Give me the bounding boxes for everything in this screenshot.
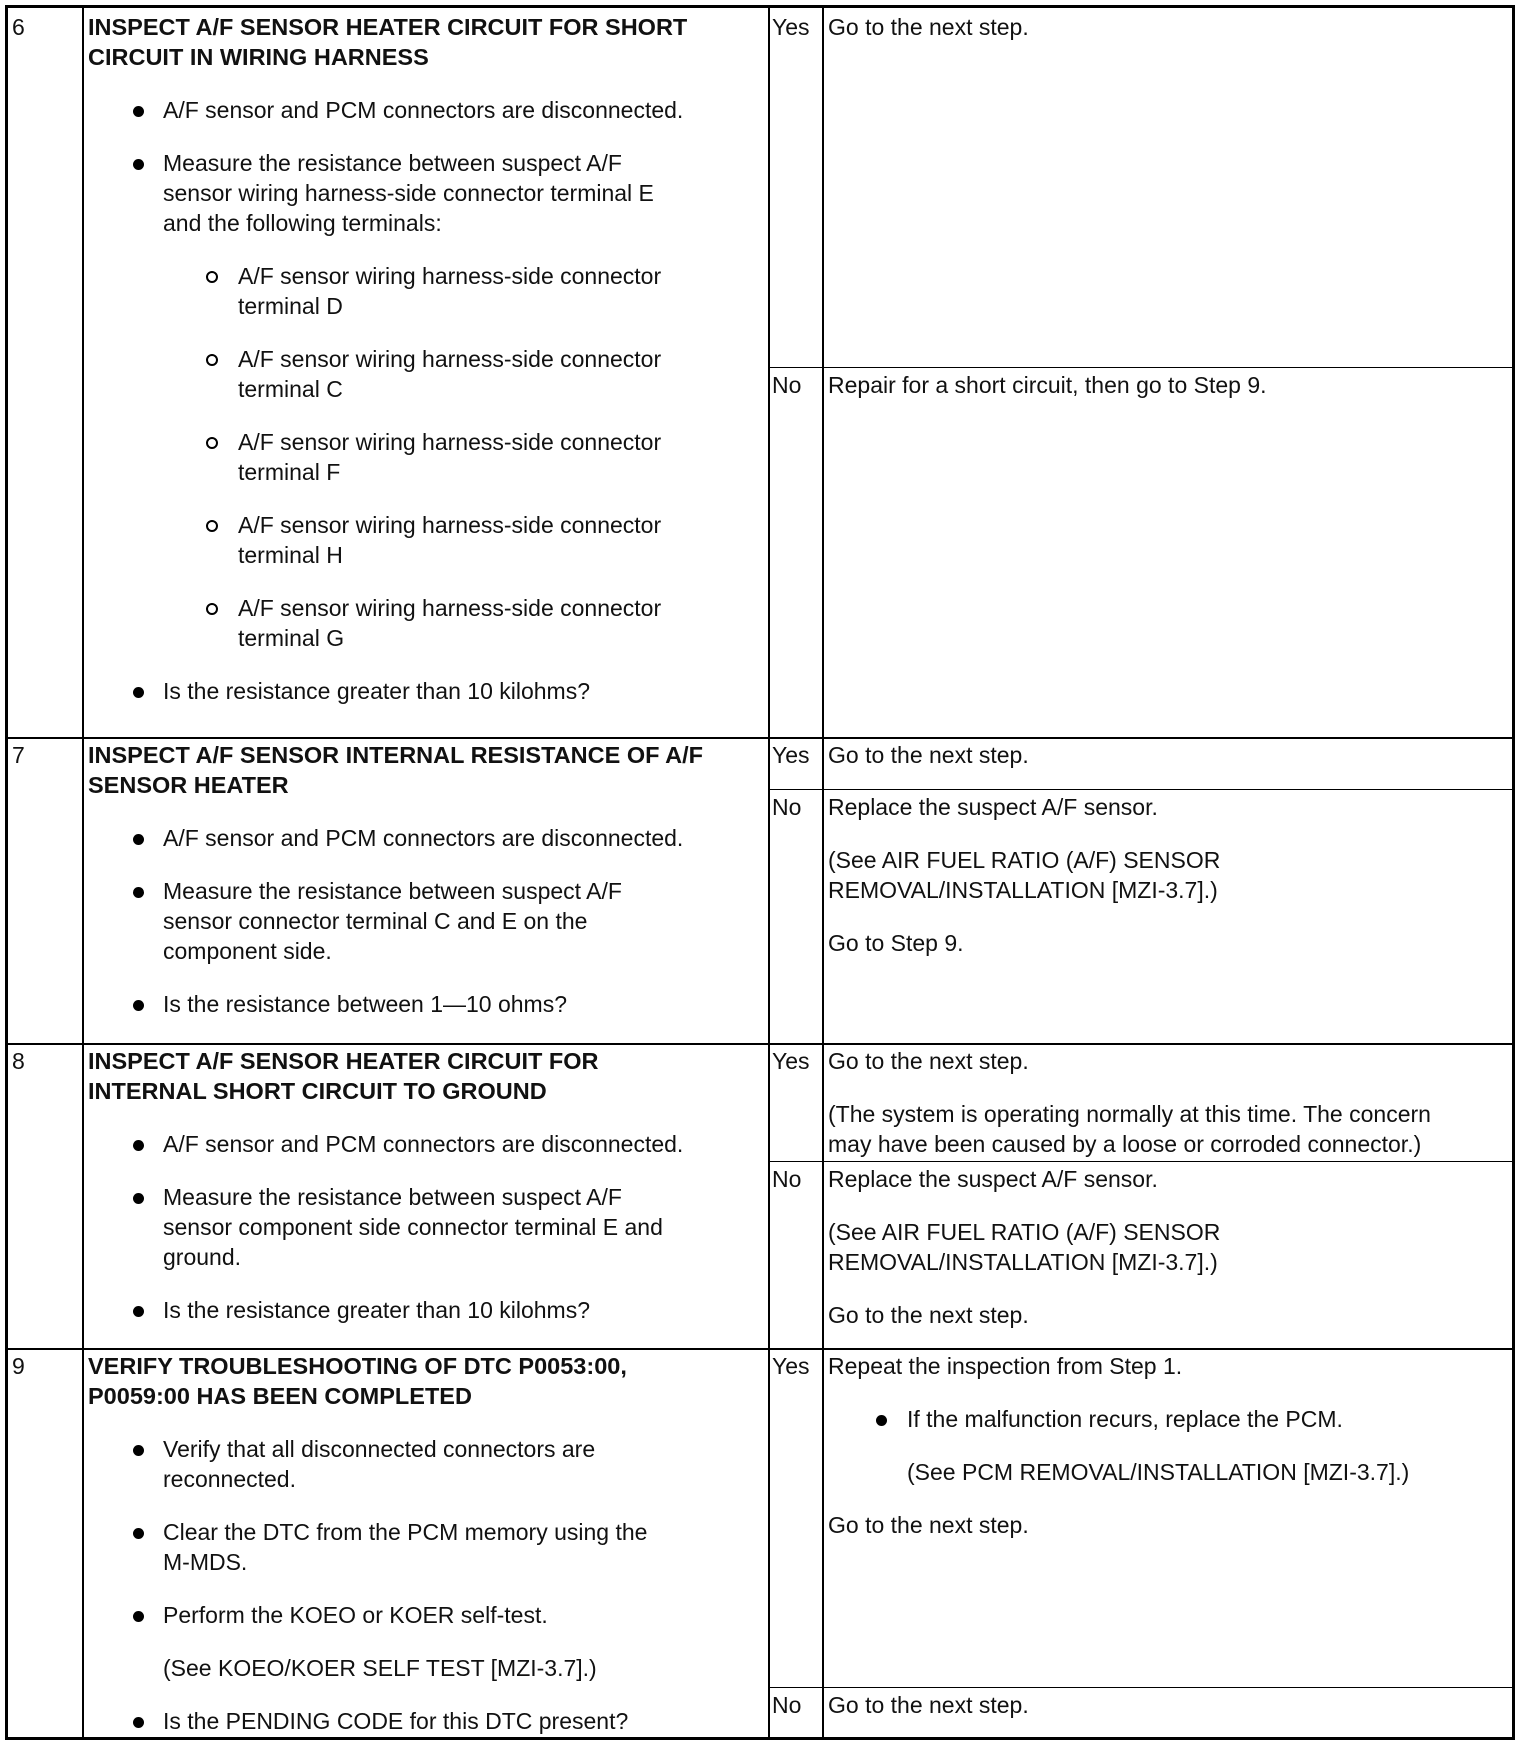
check-item-text: reconnected. — [163, 1466, 296, 1492]
result-text: Go to the next step. — [828, 1512, 1029, 1538]
result-text: REMOVAL/INSTALLATION [MZI-3.7].) — [828, 877, 1218, 903]
step-title: SENSOR HEATER — [88, 772, 289, 798]
circle-bullet-icon — [206, 437, 218, 449]
step-number: 8 — [12, 1048, 25, 1074]
sub-item-text: A/F sensor wiring harness-side connector — [238, 263, 662, 289]
result-text: Replace the suspect A/F sensor. — [828, 794, 1158, 820]
check-item-text: Perform the KOEO or KOER self-test. — [163, 1602, 548, 1628]
bullet-icon — [133, 159, 144, 170]
step-title: VERIFY TROUBLESHOOTING OF DTC P0053:00, — [88, 1353, 627, 1379]
check-item-text: and the following terminals: — [163, 210, 442, 236]
column-divider-action — [822, 8, 824, 1740]
sub-item-text: A/F sensor wiring harness-side connector — [238, 512, 662, 538]
check-item-text: Verify that all disconnected connectors are — [163, 1436, 596, 1462]
check-item-text: Clear the DTC from the PCM memory using the — [163, 1519, 648, 1545]
sub-item-text: A/F sensor wiring harness-side connector — [238, 429, 662, 455]
result-text: Replace the suspect A/F sensor. — [828, 1166, 1158, 1192]
bullet-icon — [133, 1611, 144, 1622]
result-text: Go to the next step. — [828, 1302, 1029, 1328]
check-item-text: component side. — [163, 938, 332, 964]
column-divider-result — [768, 8, 770, 1740]
result-text: Go to the next step. — [828, 14, 1029, 40]
bullet-icon — [133, 1717, 144, 1728]
result-text: If the malfunction recurs, replace the PCM. — [907, 1406, 1343, 1432]
result-text: may have been caused by a loose or corroded connector.) — [828, 1131, 1422, 1157]
step-title: INSPECT A/F SENSOR HEATER CIRCUIT FOR SHORT — [88, 14, 688, 40]
circle-bullet-icon — [206, 354, 218, 366]
step-number: 7 — [12, 742, 25, 768]
check-item-text: Measure the resistance between suspect A/F — [163, 878, 622, 904]
circle-bullet-icon — [206, 603, 218, 615]
check-item-text: ground. — [163, 1244, 242, 1270]
result-text: Go to the next step. — [828, 1048, 1029, 1074]
step-title: INSPECT A/F SENSOR HEATER CIRCUIT FOR — [88, 1048, 599, 1074]
bullet-icon — [133, 106, 144, 117]
step-number: 9 — [12, 1353, 25, 1379]
reference-note: (See KOEO/KOER SELF TEST [MZI-3.7].) — [163, 1655, 597, 1681]
check-item-text: A/F sensor and PCM connectors are disconnected. — [163, 1131, 684, 1157]
reference-note: (See PCM REMOVAL/INSTALLATION [MZI-3.7].) — [907, 1459, 1410, 1485]
yes-label: Yes — [772, 1048, 810, 1074]
check-item-text: Is the resistance greater than 10 kilohms? — [163, 1297, 591, 1323]
row-divider — [8, 737, 1512, 739]
bullet-icon — [133, 1000, 144, 1011]
check-item-text: sensor component side connector terminal E and — [163, 1214, 663, 1240]
sub-item-text: terminal H — [238, 542, 343, 568]
bullet-icon — [133, 887, 144, 898]
sub-item-text: terminal D — [238, 293, 343, 319]
step-number: 6 — [12, 14, 25, 40]
column-divider-step — [82, 8, 84, 1740]
check-item-text: M-MDS. — [163, 1549, 248, 1575]
step-title: INSPECT A/F SENSOR INTERNAL RESISTANCE OF A/F — [88, 742, 703, 768]
sub-item-text: terminal G — [238, 625, 345, 651]
no-label: No — [772, 1692, 802, 1718]
check-item-text: Is the resistance between 1—10 ohms? — [163, 991, 568, 1017]
check-item-text: A/F sensor and PCM connectors are disconnected. — [163, 97, 684, 123]
result-divider — [768, 1161, 1512, 1162]
result-divider — [768, 789, 1512, 790]
result-text: Go to the next step. — [828, 1692, 1029, 1718]
result-text: Go to the next step. — [828, 742, 1029, 768]
step-title: INTERNAL SHORT CIRCUIT TO GROUND — [88, 1078, 547, 1104]
yes-label: Yes — [772, 14, 810, 40]
yes-label: Yes — [772, 742, 810, 768]
no-label: No — [772, 372, 802, 398]
sub-item-text: A/F sensor wiring harness-side connector — [238, 346, 662, 372]
result-text: Repair for a short circuit, then go to Step 9. — [828, 372, 1267, 398]
check-item-text: Measure the resistance between suspect A/F — [163, 1184, 622, 1210]
check-item-text: sensor wiring harness-side connector terminal E — [163, 180, 654, 206]
result-text: (The system is operating normally at this time. The concern — [828, 1101, 1431, 1127]
row-divider — [8, 1348, 1512, 1350]
result-divider — [768, 367, 1512, 368]
check-item-text: A/F sensor and PCM connectors are disconnected. — [163, 825, 684, 851]
result-text: Repeat the inspection from Step 1. — [828, 1353, 1183, 1379]
bullet-icon — [876, 1415, 887, 1426]
result-text: Go to Step 9. — [828, 930, 964, 956]
result-text: (See AIR FUEL RATIO (A/F) SENSOR — [828, 847, 1221, 873]
sub-item-text: A/F sensor wiring harness-side connector — [238, 595, 662, 621]
bullet-icon — [133, 687, 144, 698]
no-label: No — [772, 794, 802, 820]
check-item-text: sensor connector terminal C and E on the — [163, 908, 588, 934]
circle-bullet-icon — [206, 271, 218, 283]
result-divider — [768, 1687, 1512, 1688]
result-text: REMOVAL/INSTALLATION [MZI-3.7].) — [828, 1249, 1218, 1275]
yes-label: Yes — [772, 1353, 810, 1379]
no-label: No — [772, 1166, 802, 1192]
bullet-icon — [133, 1306, 144, 1317]
bullet-icon — [133, 834, 144, 845]
circle-bullet-icon — [206, 520, 218, 532]
check-item-text: Is the resistance greater than 10 kilohms? — [163, 678, 591, 704]
step-title: CIRCUIT IN WIRING HARNESS — [88, 44, 429, 70]
row-divider — [8, 1043, 1512, 1045]
check-item-text: Is the PENDING CODE for this DTC present? — [163, 1708, 629, 1734]
result-text: (See AIR FUEL RATIO (A/F) SENSOR — [828, 1219, 1221, 1245]
bullet-icon — [133, 1528, 144, 1539]
step-title: P0059:00 HAS BEEN COMPLETED — [88, 1383, 472, 1409]
sub-item-text: terminal C — [238, 376, 343, 402]
bullet-icon — [133, 1445, 144, 1456]
check-item-text: Measure the resistance between suspect A/F — [163, 150, 622, 176]
sub-item-text: terminal F — [238, 459, 341, 485]
bullet-icon — [133, 1193, 144, 1204]
bullet-icon — [133, 1140, 144, 1151]
